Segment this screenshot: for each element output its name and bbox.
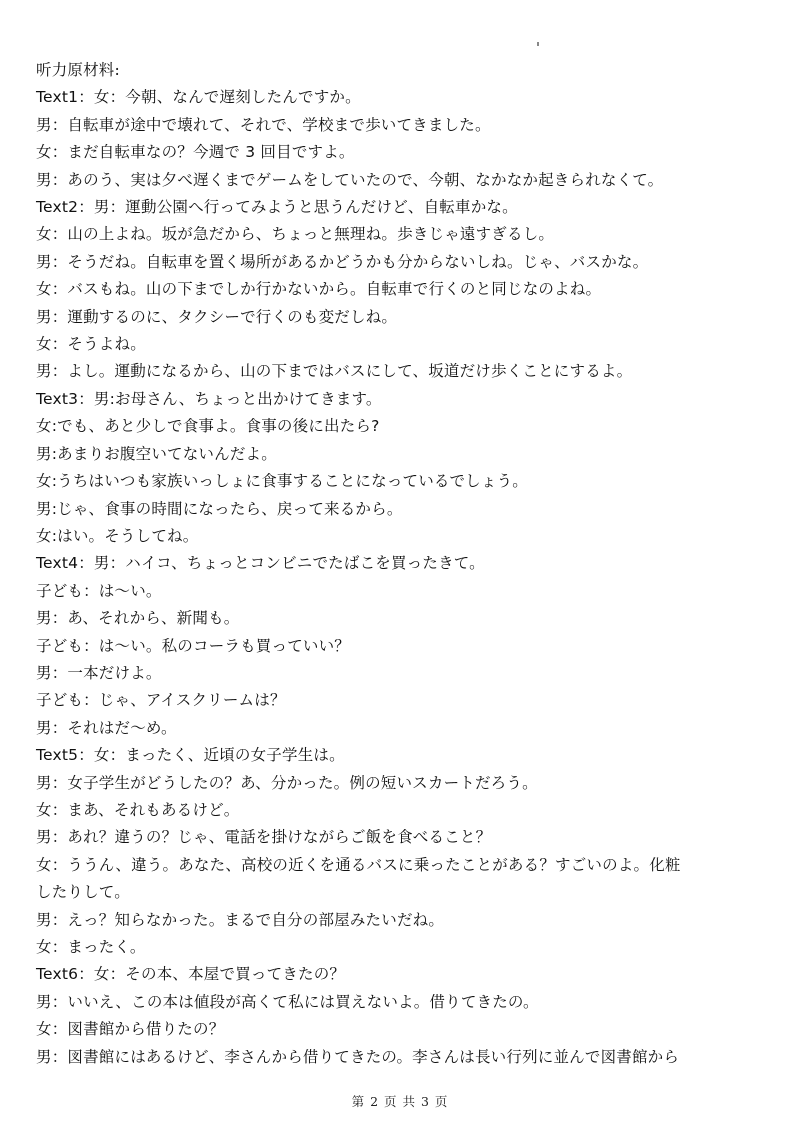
transcript-line: 男：よし。運動になるから、山の下まではバスにして、坂道だけ歩くことにするよ。 (36, 362, 633, 381)
transcript-line: 子ども：は～い。私のコーラも買っていい？ (36, 636, 351, 655)
transcript-line: 男：自転車が途中で壊れて、それで、学校まで歩いてきました。 (36, 115, 491, 134)
transcript-line: 女:でも、あと少しで食事よ。食事の後に出たら? (36, 417, 380, 436)
transcript-line: 男:あまりお腹空いてないんだよ。 (36, 444, 277, 463)
transcript-line: 男：あ、それから、新聞も。 (36, 609, 240, 628)
transcript-line: 男：そうだね。自転車を置く場所があるかどうかも分からないしね。じゃ、バスかな。 (36, 252, 649, 271)
transcript-line: Text3：男:お母さん、ちょっと出かけてきます。 (36, 389, 382, 408)
transcript-line: 子ども：は～い。 (36, 581, 162, 600)
transcript-line: 女:うちはいつも家族いっしょに食事することになっているでしょう。 (36, 472, 528, 491)
transcript (36, 57, 766, 1071)
transcript-line: 男：運動するのに、タクシーで行くのも変だしね。 (36, 307, 398, 326)
transcript-line: 女：図書館から借りたの？ (36, 1020, 225, 1039)
transcript-line: 男：それはだ～め。 (36, 718, 177, 737)
transcript-line: 男：一本だけよ。 (36, 663, 162, 682)
transcript-line: 男：あれ？違うの？じゃ、電話を掛けながらご飯を食べること？ (36, 828, 492, 847)
transcript-line: 女：まったく。 (36, 938, 146, 956)
transcript-line: 子ども：じゃ、アイスクリームは？ (36, 691, 286, 710)
transcript-line: したりして。 (36, 883, 130, 902)
transcript-line: 男：あのう、実は夕べ遅くまでゲームをしていたので、今朝、なかなか起きられなくて。 (36, 170, 664, 189)
transcript-line: Text5：女：まったく、近頃の女子学生は。 (36, 746, 345, 765)
transcript-line: Text1：女：今朝、なんで遅刻したんですか。 (36, 88, 361, 107)
transcript-line: 女：山の上よね。坂が急だから、ちょっと無理ね。歩きじゃ遠すぎるし。 (36, 225, 555, 244)
transcript-line: 女：そうよね。 (36, 335, 146, 354)
transcript-line: 女：まあ、それもあるけど。 (36, 800, 240, 819)
transcript-line: 男:じゃ、食事の時間になったら、戻って来るから。 (36, 499, 403, 518)
page-footer: 第 2 页 共 3 页 (351, 1094, 449, 1109)
transcript-line: Text2：男：運動公園へ行ってみようと思うんだけど、自転車かな。 (36, 198, 518, 217)
transcript-line: 女:はい。そうしてね。 (36, 526, 199, 545)
transcript-line: Text6：女：その本、本屋で買ってきたの？ (36, 965, 346, 984)
transcript-line: 女：バスもね。山の下までしか行かないから。自転車で行くのと同じなのよね。 (36, 280, 602, 299)
scan-mark (537, 42, 539, 46)
transcript-line: 男：図書館にはあるけど、李さんから借りてきたの。李さんは長い行列に並んで図書館から (36, 1047, 680, 1066)
transcript-line: 女：まだ自転車なの？今週で 3 回目ですよ。 (36, 143, 355, 162)
transcript-line: Text4：男：ハイコ、ちょっとコンビニでたばこを買ったきて。 (36, 554, 485, 573)
transcript-line: 男：えっ？知らなかった。まるで自分の部屋みたいだね。 (36, 910, 445, 929)
transcript-line: 女：ううん、違う。あなた、高校の近くを通るバスに乗ったことがある？すごいのよ。化粧 (36, 855, 681, 874)
transcript-line: 男：女子学生がどうしたの？あ、分かった。例の短いスカートだろう。 (36, 773, 538, 792)
document-heading: 听力原材料: (36, 61, 120, 79)
transcript-line: 男：いいえ、この本は値段が高くて私には買えないよ。借りてきたの。 (36, 992, 539, 1011)
